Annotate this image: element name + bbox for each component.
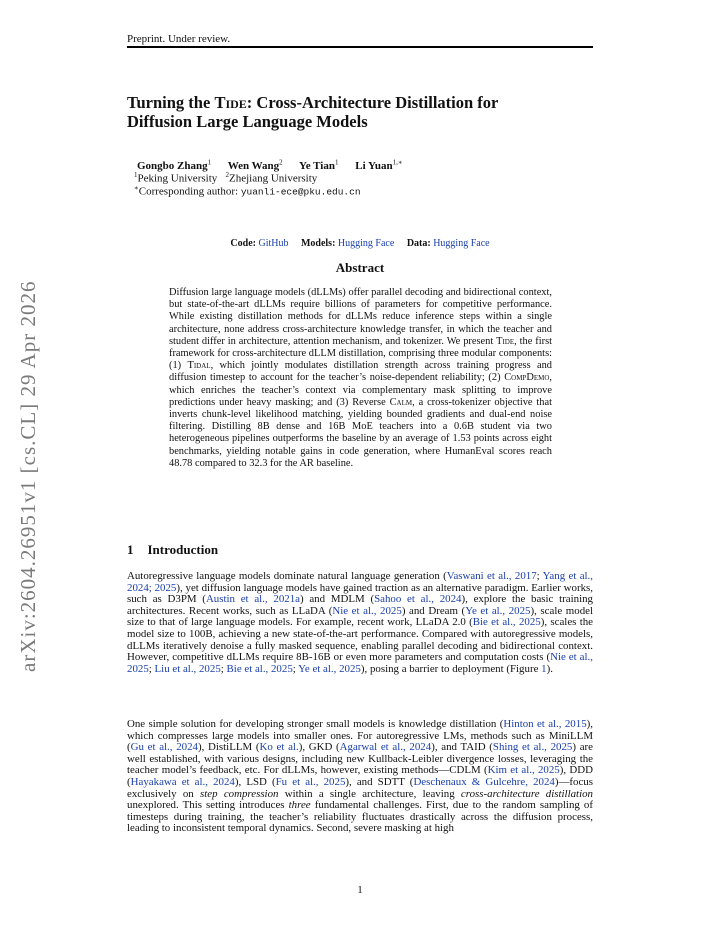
title-part2: : Cross-Architecture Distillation for: [246, 93, 499, 112]
body-text: ) and MDLM (: [299, 593, 375, 606]
body-text: ), explore the basic training architectures. Recent works, such as LLaDA (: [127, 593, 594, 617]
body-text: ), DistiLLM (: [197, 741, 260, 754]
body-text: ), which compresses large models into smaller ones. For autoregressive LMs, methods such as MiniLLM (: [127, 718, 594, 754]
citation-link[interactable]: Deschenaux & Gulcehre, 2024: [413, 775, 555, 788]
email-link[interactable]: yuanli-ece@pku.edu.cn: [240, 186, 361, 198]
citation-link[interactable]: Liu et al., 2025: [154, 662, 221, 675]
citation-link[interactable]: Fu et al., 2025: [275, 775, 346, 788]
body-text: within a single architecture, leaving: [278, 787, 461, 800]
body-text: ), GKD (: [298, 741, 340, 754]
author-list: [137, 158, 417, 172]
body-text: ;: [148, 662, 155, 675]
affiliations: $^1$Peking University $^2$Zhejiang University: [134, 171, 318, 185]
arxiv-stamp: arXiv:2604.26951v1 [cs.CL] 29 Apr 2026: [16, 280, 40, 672]
body-text: ;: [220, 662, 227, 675]
citation-link[interactable]: Yang et al., 2024; 2025: [127, 570, 593, 594]
body-text: ;: [292, 662, 299, 675]
citation-link[interactable]: Ye et al., 2025: [298, 662, 361, 675]
citation-link[interactable]: Bie et al., 2025: [226, 662, 293, 675]
citation-link[interactable]: Hinton et al., 2015: [503, 718, 587, 730]
body-text: unexplored. This setting introduces: [127, 799, 289, 812]
paper-title: [127, 93, 597, 131]
citation-link[interactable]: Vaswani et al., 2017: [446, 570, 537, 582]
citation-link[interactable]: Nie et al., 2025: [332, 604, 402, 617]
author: Gongbo Zhang$^1$: [137, 158, 212, 172]
citation-link[interactable]: Hayakawa et al., 2024: [130, 775, 235, 788]
paragraph-1: [127, 571, 593, 675]
paragraph-2: [127, 719, 593, 835]
body-text: ), and SDTT (: [345, 775, 414, 788]
models-link[interactable]: Hugging Face: [337, 238, 395, 249]
body-text: ), scale model size to that of large language models. For example, recent work, LLaDA 2.0 (: [127, 604, 594, 629]
body-text: ), LSD (: [234, 775, 276, 788]
body-text: )—focus exclusively on: [127, 775, 593, 800]
resource-links: Code: GitHub Models: Hugging Face Data: Hugging Face: [230, 238, 490, 249]
body-text: fundamental challenges. First, due to the random sampling of timesteps during training, the teacher’s reliability fluctuates drastically across the diffusion process, leading to inconsistent temporal dynamics. Second, severe masking at high: [127, 799, 593, 835]
citation-link[interactable]: Kim et al., 2025: [487, 764, 560, 777]
body-text: ) are well established, with various designs, including new Kullback-Leibler divergence losses, leveraging the teacher model’s feedback, etc. For dLLMs, however, existing methods—CDLM (: [127, 741, 593, 777]
citation-link[interactable]: Nie et al., 2025: [127, 651, 593, 675]
title-line2: Diffusion Large Language Models: [127, 112, 368, 131]
author: Wen Wang$^2$: [227, 158, 283, 172]
body-text: Autoregressive language models dominate natural language generation (: [127, 570, 447, 582]
author: Li Yuan$^{1,∗}$: [355, 158, 403, 172]
body-text: One simple solution for developing stronger small models is knowledge distillation (: [127, 718, 504, 730]
citation-link[interactable]: Gu et al., 2024: [130, 741, 198, 754]
body-text: ), yet diffusion language models have gained traction as an alternative paradigm. Earlier works, such as D3PM (: [127, 581, 594, 606]
citation-link[interactable]: Bie et al., 2025: [472, 616, 541, 629]
emphasis-text: three: [288, 799, 311, 812]
section-heading: 1 Introduction: [127, 542, 219, 557]
github-link[interactable]: GitHub: [258, 238, 289, 249]
title-part1: Turning the: [127, 93, 215, 112]
data-link[interactable]: Hugging Face: [433, 238, 490, 249]
body-text: ;: [536, 570, 543, 582]
body-text: ).: [546, 662, 553, 675]
author: Ye Tian$^1$: [299, 158, 339, 172]
emphasis-text: step compression: [200, 787, 279, 800]
body-text: ) and Dream (: [401, 604, 466, 617]
citation-link[interactable]: Austin et al., 2021a: [205, 593, 300, 606]
citation-link[interactable]: Sahoo et al., 2024: [374, 593, 462, 606]
abstract-heading: Abstract: [335, 260, 385, 275]
body-text: ), and TAID (: [431, 741, 493, 754]
corresponding-author: ∗Corresponding author: yuanli-ece@pku.edu.cn: [134, 184, 361, 198]
page-number: 1: [357, 884, 363, 896]
body-text: ), scales the model size to 100B, achieving a new state-of-the-art performance. Compared with autoregressive models, dLLMs iteratively denoise a fully masked sequence, enabling parallel decoding and bidirectional context. However, competitive dLLMs require 8B-16B or even more parameters and computation costs (: [127, 616, 593, 664]
running-head: Preprint. Under review.: [127, 33, 231, 45]
body-text: ), DDD (: [127, 764, 593, 788]
header-rule: [127, 46, 593, 48]
emphasis-text: cross-architecture distillation: [460, 787, 593, 800]
citation-link[interactable]: 1: [541, 662, 547, 675]
citation-link[interactable]: Shing et al., 2025: [492, 741, 573, 754]
body-text: ), posing a barrier to deployment (Figure: [360, 662, 542, 675]
citation-link[interactable]: Agarwal et al., 2024: [339, 741, 432, 754]
abstract-body: Diffusion large language models (dLLMs) offer parallel decoding and bidirectional context, but state-of-the-art dLLMs require billions of parameters for competitive performance. While existing distillation methods for dLLMs reduce inference steps within a single architecture, none address cross-architecture knowledge transfer, in which the teacher and student differ in architecture, attention mechanism, and tokenizer. We present Tide, the first framework for cross-architecture dLLM distillation, comprising three modular components: (1) Tidal, which jointly modulates distillation strength across training progress and diffusion timestep to account for the teacher’s noise-dependent reliability; (2) CompDemo, which enriches the teacher’s context via complementary mask splitting to improve predictions under heavy masking; and (3) Reverse Calm, a cross-tokenizer objective that inverts chunk-level likelihood matching, yielding bounded gradients and dual-end noise filtering. Distilling 8B dense and 16B MoE teachers into a 0.6B student via two heterogeneous pipelines outperforms the baseline by an average of 1.53 points across eight benchmarks, yielding notable gains in code generation, where HumanEval scores reach 48.78 compared to 32.3 for the AR baseline.: [169, 287, 552, 469]
citation-link[interactable]: Ye et al., 2025: [465, 604, 531, 617]
citation-link[interactable]: Ko et al.: [259, 741, 299, 754]
title-tide: Tide: [214, 93, 247, 112]
